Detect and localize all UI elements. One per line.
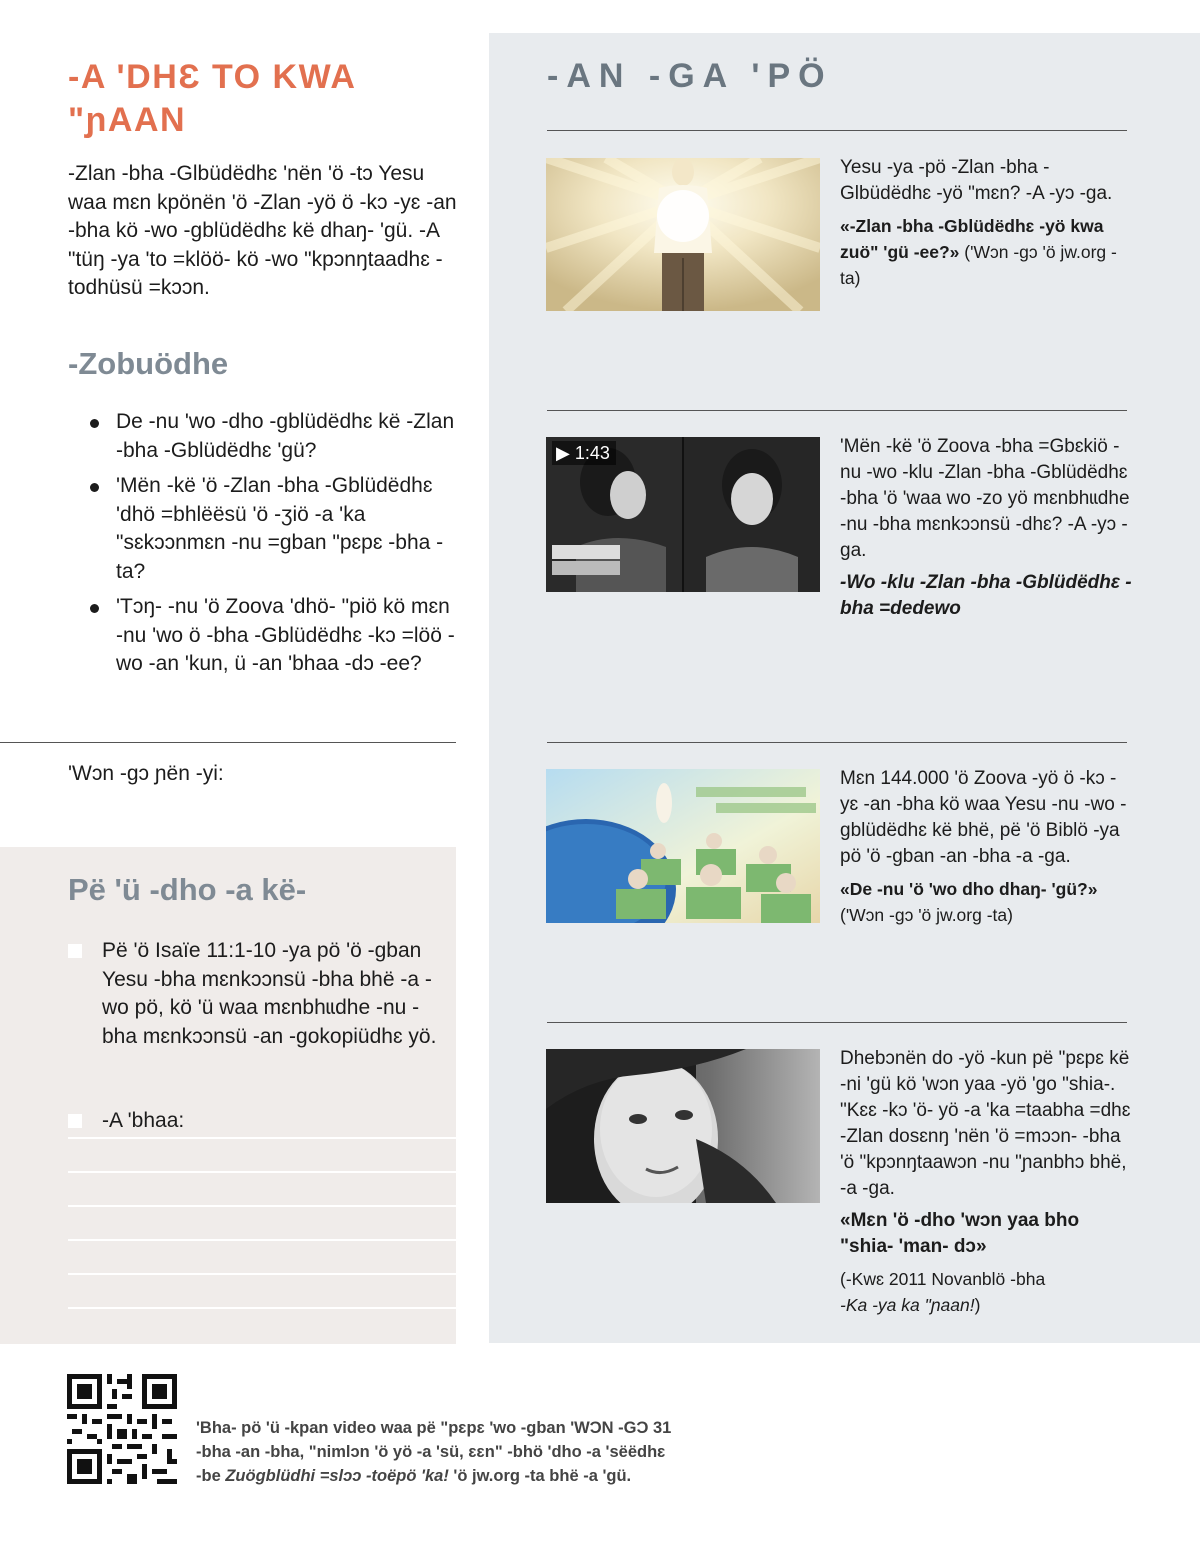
question-item: 'Tɔŋ- -nu 'ö Zoova 'dhö- "piö kö mɛn -nu 'wo ö -bha -Gblüdëdhɛ -kɔ =löö -wo -an 'kun, ü -an 'bhaa -dɔ -ee? <box>90 593 456 679</box>
checkbox[interactable] <box>68 1114 82 1128</box>
explore-title: -AN -GA 'PÖ <box>547 57 833 95</box>
video-duration: ▶ 1:43 <box>552 441 616 465</box>
bullet-icon <box>90 419 99 428</box>
try-this-box <box>0 847 456 1344</box>
questions-heading: -Zobuödhe <box>68 346 229 381</box>
page-title: -A 'DHƐ TO KWA "ɲAAN <box>68 58 356 139</box>
article-link[interactable]: «De -nu 'ö 'wo dho dhaŋ- 'gü?» <box>840 879 1098 899</box>
item-text: Mɛn 144.000 'ö Zoova -yö ö -kɔ -yɛ -an -bha kö waa Yesu -nu -wo -gblüdëdhɛ kë bhë, pë 'ö Biblö -ya pö 'ö -gban -an -bha -a -ga. «De -nu 'ö 'wo dho dhaŋ- 'gü?» ('Wɔn -gɔ 'ö jw.org -ta) <box>840 768 1127 925</box>
play-icon: ▶ <box>556 443 570 463</box>
question-item: 'Mën -kë 'ö -Zlan -bha -Gblüdëdhɛ 'dhö =bhlëësü 'ö -ʒiö -a 'ka "sɛkɔɔnmɛn -nu =gban "pɛpɛ -bha -ta? <box>90 472 456 586</box>
footer-note: 'Bha- pö 'ü -kpan video waa pë "pɛpɛ 'wo -gban 'WƆN -GƆ 31 -bha -an -bha, "nimlɔn 'ö yö -a 'sü, ɛɛn" -bhö 'dho -a 'sëëdhɛ -be Zuögblüdhi =slɔɔ -toëpö 'ka! 'ö jw.org -ta bhë -a 'gü. <box>196 1419 672 1485</box>
divider <box>547 130 1127 131</box>
bullet-icon <box>90 483 99 492</box>
others-label: 'Wɔn -gɔ ɲën -yi: <box>68 762 224 785</box>
item-text: Yesu -ya -pö -Zlan -bha -Glbüdëdhɛ -yö "mɛn? -A -yɔ -ga. «-Zlan -bha -Gblüdëdhɛ -yö kwa zuö" 'gü -ee?» ('Wɔn -gɔ 'ö jw.org -ta) <box>840 157 1117 288</box>
writing-line[interactable] <box>68 1307 456 1309</box>
thumbnail-image[interactable] <box>546 1049 820 1203</box>
writing-line[interactable] <box>68 1171 456 1173</box>
question-list <box>90 408 456 686</box>
divider <box>547 1022 1127 1023</box>
checkbox[interactable] <box>68 944 82 958</box>
qr-code-icon[interactable] <box>67 1374 177 1484</box>
article-link[interactable]: «-Zlan -bha -Gblüdëdhɛ -yö kwa zuö" 'gü -ee?» <box>840 216 1104 262</box>
divider <box>547 742 1127 743</box>
source-note: (-Kwɛ 2011 Novanblö -bha -Ka -ya ka "ɲaan!) <box>840 1269 1046 1315</box>
divider <box>547 410 1127 411</box>
item-text: Dhebɔnën do -yö -kun pë "pɛpɛ kë -ni 'gü kö 'wɔn yaa -yö 'go "shia-. "Kɛɛ -kɔ 'ö- yö -a 'ka =taabha =dhɛ -Zlan dosɛnŋ 'nën 'ö =mɔɔn- -bha 'ö "kpɔnŋtaawɔn -nu "ɲanbhɔ bhë, -a -ga. «Mɛn 'ö -dho 'wɔn yaa bho "shia- 'man- dɔ» (-Kwɛ 2011 Novanblö -bha -Ka -ya ka "ɲaan!) <box>840 1046 1132 1324</box>
writing-line[interactable] <box>68 1205 456 1207</box>
task-item: -A 'bhaa: <box>68 1107 448 1136</box>
task-item: Pë 'ö Isaïe 11:1-10 -ya pö 'ö -gban Yesu -bha mɛnkɔɔnsü -bha bhë -a -wo pö, kö 'ü waa mɛnbhɩɩdhe -nu -bha mɛnkɔɔnsü -an -gokopiüdhɛ yö. <box>68 937 448 1051</box>
writing-line[interactable] <box>68 1239 456 1241</box>
bullet-icon <box>90 604 99 613</box>
intro-paragraph: -Zlan -bha -Glbüdëdhɛ 'nën 'ö -tɔ Yesu waa mɛn kpönën 'ö -Zlan -yö ö -kɔ -yɛ -an -bha kö -wo -gblüdëdhɛ kë dhaŋ- 'gü. -A "tüŋ -ya 'to =klöö- kö -wo "kpɔnŋtaadhɛ -todhüsü =kɔɔn. <box>68 162 457 299</box>
writing-line[interactable] <box>68 1273 456 1275</box>
video-link[interactable]: -Wo -klu -Zlan -bha -Gblüdëdhɛ -bha =dedewo <box>840 572 1132 619</box>
item-text: 'Mën -kë 'ö Zoova -bha =Gbɛkiö -nu -wo -klu -Zlan -bha -Gblüdëdhɛ -bha 'ö 'waa wo -zo yö mɛnbhɩɩdhe -nu -bha mɛnkɔɔnsü -dhɛ? -A -yɔ -ga. -Wo -klu -Zlan -bha -Gblüdëdhɛ -bha =dedewo <box>840 434 1132 628</box>
question-item: De -nu 'wo -dho -gblüdëdhɛ kë -Zlan -bha -Gblüdëdhɛ 'gü? <box>90 408 456 465</box>
explore-panel <box>489 33 1200 1343</box>
try-heading: Pë 'ü -dho -a kë- <box>68 872 307 907</box>
divider <box>0 742 456 743</box>
source-note: ('Wɔn -gɔ 'ö jw.org -ta) <box>840 905 1013 925</box>
article-link[interactable]: «Mɛn 'ö -dho 'wɔn yaa bho "shia- 'man- dɔ» <box>840 1210 1080 1257</box>
source-note: ('Wɔn -gɔ 'ö jw.org -ta) <box>840 242 1117 288</box>
video-thumbnail[interactable] <box>546 437 820 592</box>
thumbnail-image[interactable] <box>546 769 820 923</box>
thumbnail-image[interactable] <box>546 158 820 311</box>
writing-line[interactable] <box>68 1137 456 1139</box>
